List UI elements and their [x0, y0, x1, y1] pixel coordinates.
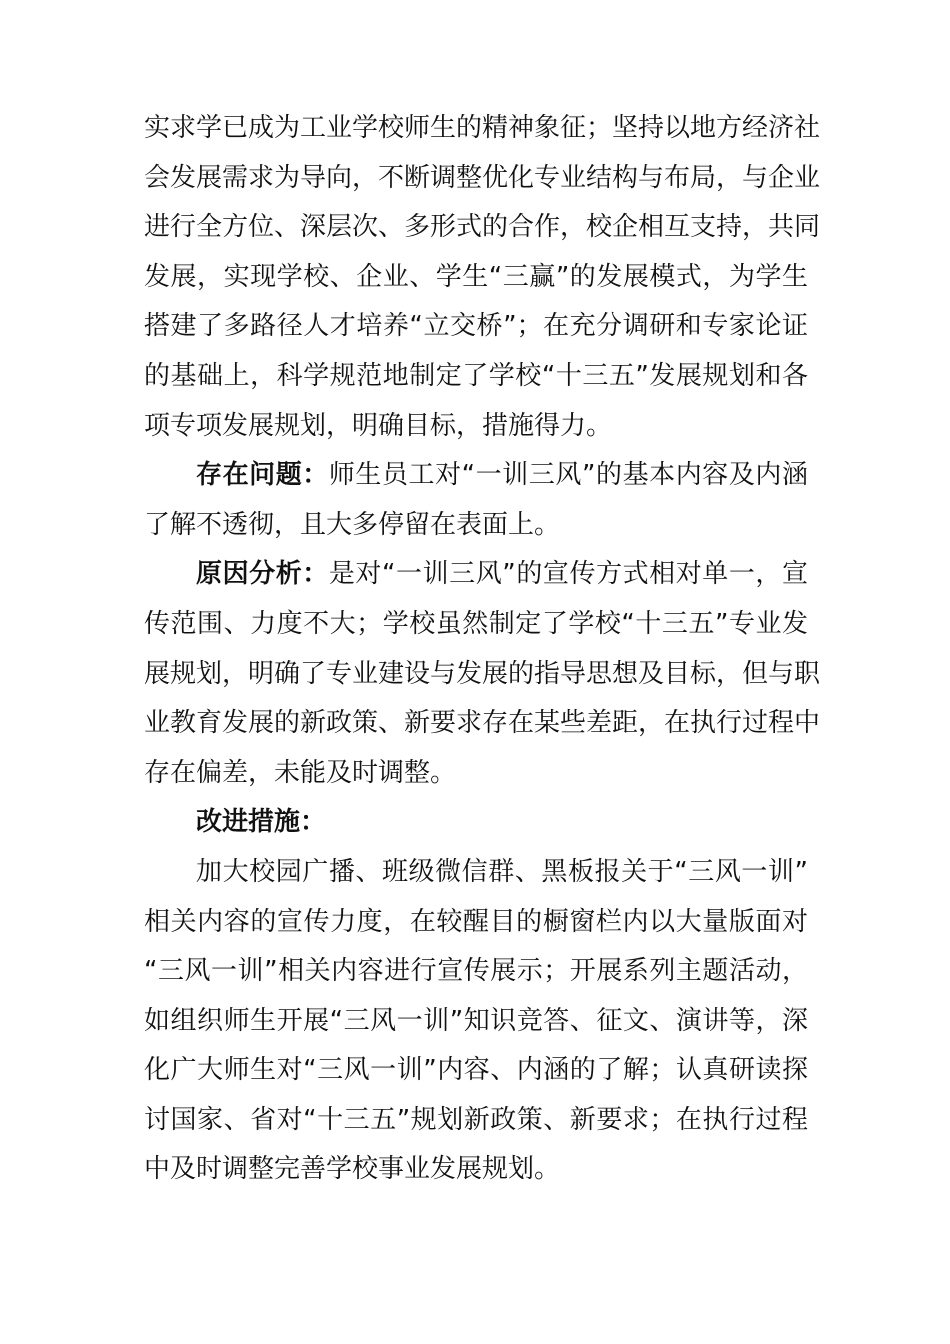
problem-text: 师生员工对“一训三风”的基本内容及内涵 — [328, 460, 808, 491]
text-line: 中及时调整完善学校事业发展规划。 — [144, 1154, 561, 1185]
text-line: 化广大师生对“三风一训”内容、内涵的了解；认真研读探 — [144, 1055, 808, 1086]
cause-text: 是对“一训三风”的宣传方式相对单一，宣 — [328, 559, 808, 590]
text-line — [144, 550, 808, 600]
text-line: 相关内容的宣传力度，在较醒目的橱窗栏内以大量版面对 — [144, 906, 808, 937]
paragraph-problem — [144, 451, 808, 550]
paragraph-achievements — [144, 104, 821, 451]
paragraph-measures — [144, 848, 808, 1195]
text-line: 进行全方位、深层次、多形式的合作，校企相互支持，共同 — [144, 212, 821, 243]
text-line: 项专项发展规划，明确目标，措施得力。 — [144, 410, 613, 441]
measures-heading: 改进措施： — [196, 807, 327, 838]
text-line: 了解不透彻，且大多停留在表面上。 — [144, 509, 561, 540]
cause-heading: 原因分析： — [196, 559, 329, 590]
text-line: 讨国家、省对“十三五”规划新政策、新要求；在执行过程 — [144, 1104, 808, 1135]
text-line: 如组织师生开展“三风一训”知识竞答、征文、演讲等，深 — [144, 1005, 808, 1036]
text-line: 发展，实现学校、企业、学生“三赢”的发展模式，为学生 — [144, 261, 808, 292]
paragraph-cause — [144, 550, 821, 798]
problem-heading: 存在问题： — [196, 460, 329, 491]
paragraph-measures-heading — [144, 798, 808, 848]
text-line: “三风一训”相关内容进行宣传展示；开展系列主题活动， — [144, 956, 808, 987]
text-line: 加大校园广播、班级微信群、黑板报关于“三风一训” — [196, 856, 808, 887]
text-line: 搭建了多路径人才培养“立交桥”；在充分调研和专家论证 — [144, 311, 808, 342]
document-body — [144, 104, 821, 1195]
text-line: 存在偏差，未能及时调整。 — [144, 757, 457, 788]
text-line: 展规划，明确了专业建设与发展的指导思想及目标，但与职 — [144, 658, 821, 689]
text-line: 传范围、力度不大；学校虽然制定了学校“十三五”专业发 — [144, 608, 808, 639]
text-line — [144, 451, 808, 501]
text-line: 实求学已成为工业学校师生的精神象征；坚持以地方经济社 — [144, 113, 821, 143]
text-line: 会发展需求为导向，不断调整优化专业结构与布局，与企业 — [144, 162, 821, 193]
text-line: 的基础上，科学规范地制定了学校“十三五”发展规划和各 — [144, 360, 808, 391]
text-line: 业教育发展的新政策、新要求存在某些差距，在执行过程中 — [144, 708, 821, 739]
